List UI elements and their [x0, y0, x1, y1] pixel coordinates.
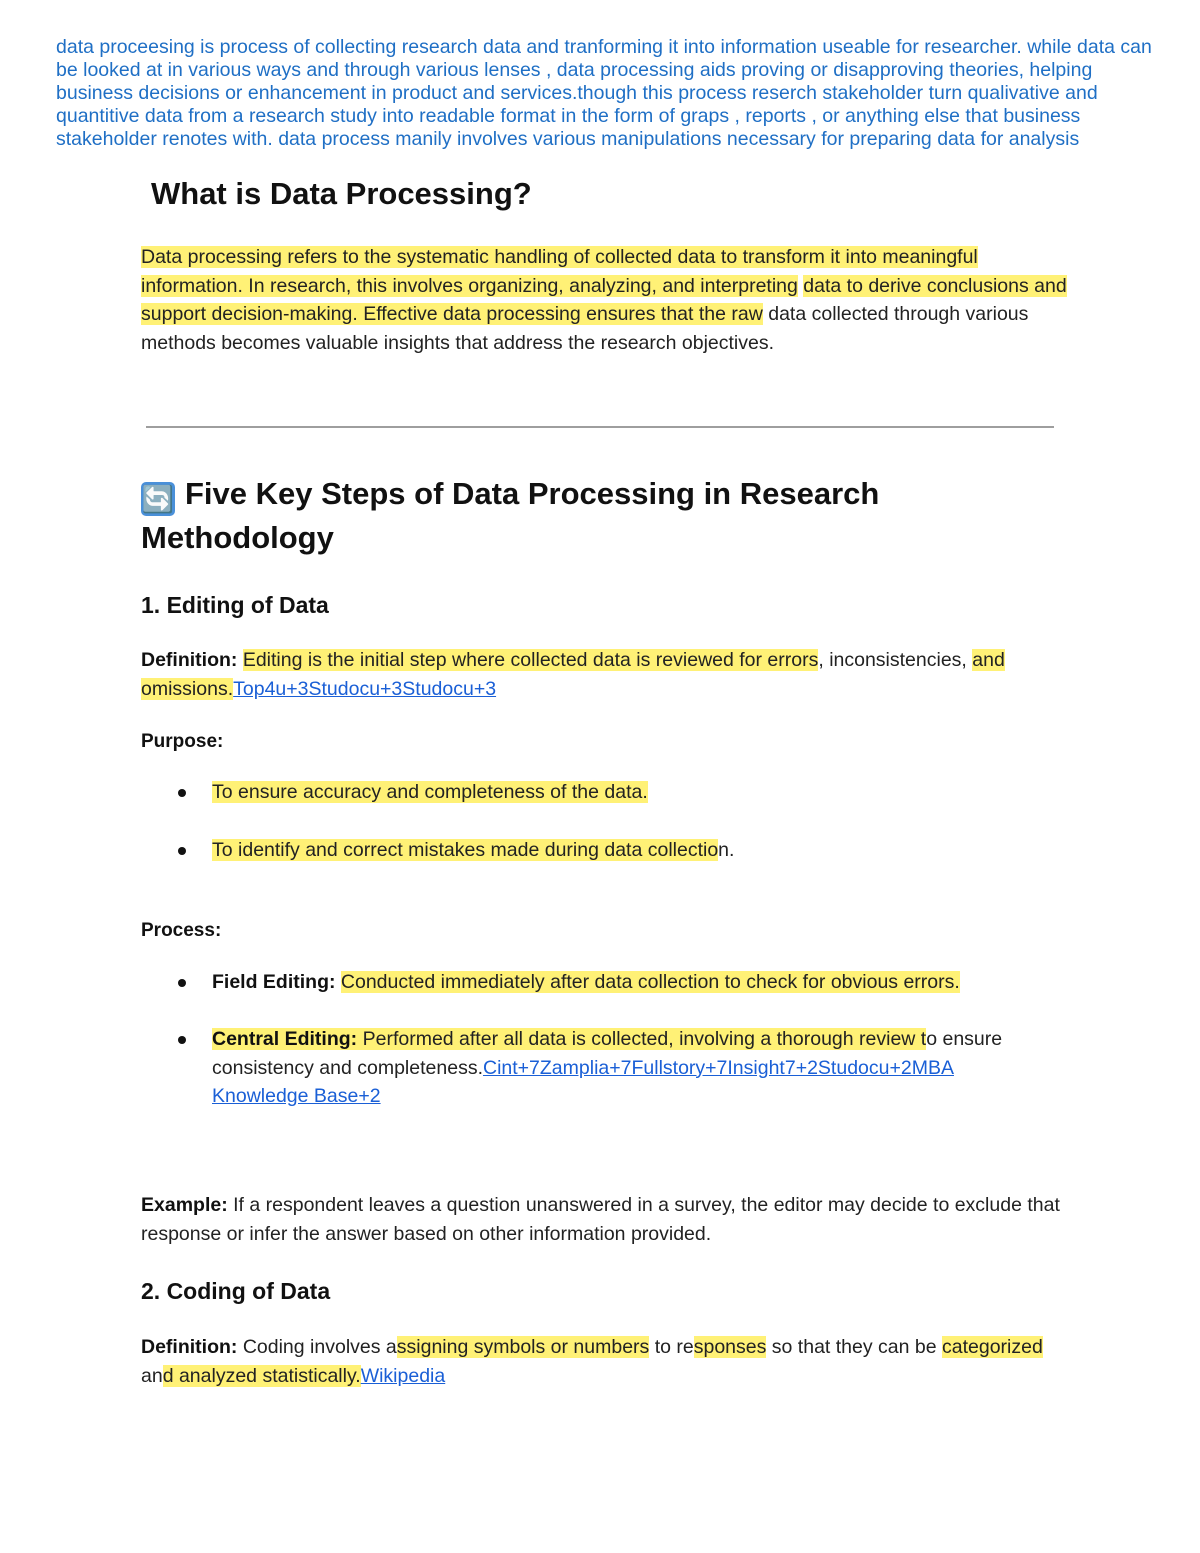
- heading-coding-of-data: 2. Coding of Data: [141, 1278, 331, 1304]
- text-span: data collected through various methods becomes valuable insights that address the research objectives.: [141, 303, 1029, 354]
- highlight: [212, 1028, 926, 1050]
- highlight: ssigning symbols or numbers: [396, 1336, 650, 1358]
- heading-text: Five Key Steps of Data Processing in Research Methodology: [141, 476, 880, 555]
- text-span: n.: [718, 839, 735, 861]
- highlight: Conducted immediately after data collection to check for obvious errors.: [340, 971, 960, 993]
- list-item: [212, 836, 1052, 865]
- text-span: Performed after all data is collected, involving a thorough review t: [362, 1028, 927, 1050]
- source-link[interactable]: Cint+7Zamplia+7Fullstory+7Insight7+2Studocu+2MBA Knowledge Base+2: [212, 1056, 954, 1107]
- arrows-cycle-icon: 🔄: [141, 484, 175, 514]
- example-label: Example:: [141, 1194, 228, 1216]
- bullet-icon: [178, 789, 186, 797]
- purpose-label: Purpose:: [141, 731, 224, 752]
- coding-definition: [141, 1333, 1071, 1390]
- central-editing-label: Central Editing:: [212, 1028, 358, 1050]
- highlight: To ensure accuracy and completeness of the data.: [212, 781, 648, 803]
- highlight: categorized: [942, 1336, 1043, 1358]
- bullet-icon: [178, 1036, 186, 1044]
- text-span: o ensure consistency and completeness.: [212, 1028, 1003, 1079]
- text-span: If a respondent leaves a question unanswered in a survey, the editor may decide to exclude that response or infer the answer based on other information provided.: [141, 1194, 1060, 1245]
- horizontal-divider: [146, 426, 1054, 428]
- heading-five-key-steps: [141, 472, 1041, 560]
- wikipedia-link[interactable]: Wikipedia: [360, 1364, 446, 1387]
- text-span: Coding involves a: [242, 1336, 397, 1358]
- list-item: [212, 1025, 1012, 1111]
- heading-editing-of-data: 1. Editing of Data: [141, 592, 329, 618]
- highlight: Editing is the initial step where collected data is reviewed for errors: [242, 649, 819, 671]
- highlight: and omissions.: [141, 649, 1005, 700]
- editing-definition: [141, 646, 1071, 703]
- text-span: , inconsistencies,: [818, 649, 973, 671]
- definition-label: Definition:: [141, 649, 238, 671]
- source-link[interactable]: Top4u+3Studocu+3Studocu+3: [233, 677, 497, 700]
- heading-what-is-data-processing: What is Data Processing?: [151, 176, 532, 211]
- editing-example: [141, 1191, 1071, 1248]
- highlight: To identify and correct mistakes made during data collectio: [212, 839, 719, 861]
- definition-paragraph: [141, 243, 1071, 357]
- list-item: [212, 968, 1052, 997]
- field-editing-label: Field Editing:: [212, 971, 336, 993]
- highlight: data to derive conclusions and support decision-making. Effective data processing ensures that the raw: [141, 274, 1067, 325]
- text-span: to re: [649, 1336, 694, 1358]
- definition-label: Definition:: [141, 1336, 238, 1358]
- highlight: Data processing refers to the systematic handling of collected data to transform it into meaningful information. In research, this involves organizing, analyzing, and interpreting: [141, 246, 978, 297]
- highlight: d analyzed statistically.: [162, 1364, 361, 1387]
- bullet-icon: [178, 847, 186, 855]
- list-item: [212, 778, 1052, 807]
- bullet-icon: [178, 979, 186, 987]
- text-span: an: [141, 1364, 163, 1387]
- intro-paragraph: data proceesing is process of collecting research data and tranforming it into information useable for researcher. while data can be looked at in various ways and through various lenses , data processing aids proving or disapproving theories, helping business decisions or enhancement in product and services.though this process reserch stakeholder turn qualivative and quantitive data from a research study into readable format in the form of graps , reports , or anything else that business stakeholder renotes with. data process manily involves various manipulations necessary for preparing data for analysis: [56, 36, 1152, 150]
- highlight: sponses: [693, 1336, 767, 1358]
- process-label: Process:: [141, 920, 222, 941]
- text-span: so that they can be: [766, 1336, 942, 1358]
